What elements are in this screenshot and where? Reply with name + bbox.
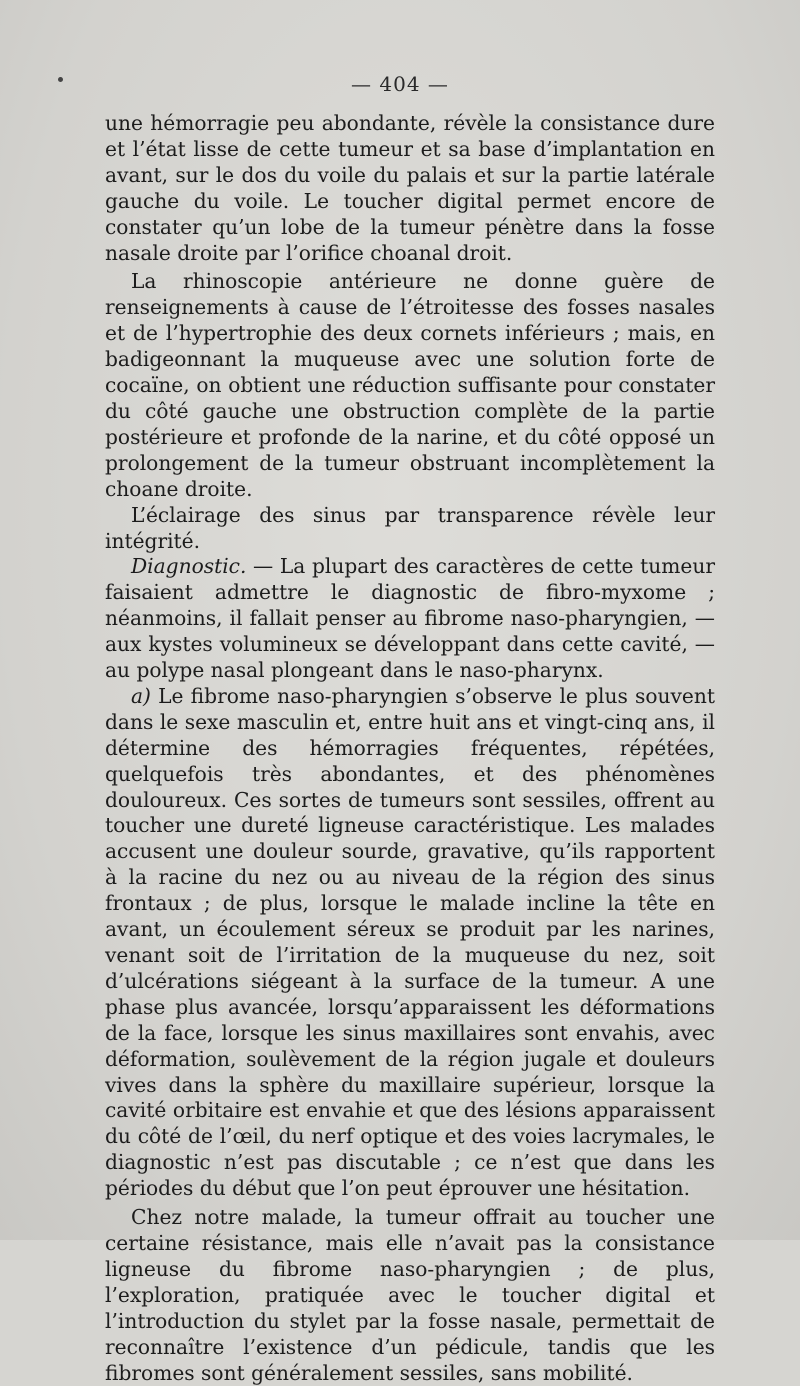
paragraph-text: une hémorragie peu abondante, révèle la consistance dure et l’état lisse de cette tumeur et sa base d’implantation en avant, sur le dos du voile du palais et sur la partie latérale gauche du voile. Le toucher digital permet encore de constater qu’un lobe de la tumeur pénètre dans la fosse nasale droite par l’orifice choanal droit. — [105, 111, 715, 265]
paragraph-text: Chez notre malade, la tumeur offrait au toucher une certaine résistance, mais elle n’avait pas la consistance ligneuse du fibrome naso-pharyngien ; de plus, l’exploration, pratiquée avec le toucher digital et l’introduction du stylet par la fosse nasale, permettait de reconnaître l’existence d’un pédicule, tandis que les fibromes sont généralement sessiles, sans mobilité. — [105, 1205, 715, 1385]
paragraph-eclairage — [105, 503, 715, 555]
paragraph-chez-notre-malade — [105, 1205, 715, 1386]
body-text — [105, 111, 715, 1386]
item-label: a) — [131, 683, 151, 708]
paragraph-continuation — [105, 111, 715, 266]
paragraph-a — [105, 684, 715, 1202]
section-label: Diagnostic. — [131, 554, 247, 579]
paragraph-text: Le fibrome naso-pharyngien s’observe le plus souvent dans le sexe masculin et, entre huit ans et vingt-cinq ans, il détermine des hémorragies fréquentes, répétées, quelquefois très abondantes, et des phénomènes douloureux. Ces sortes de tumeurs sont sessiles, offrent au toucher une dureté ligneuse caractéristique. Les malades accusent une douleur sourde, gravative, qu’ils rapportent à la racine du nez ou au niveau de la région des sinus frontaux ; de plus, lorsque le malade incline la tête en avant, un écoulement séreux se produit par les narines, venant soit de l’irritation de la muqueuse du nez, soit d’ulcérations siégeant à la surface de la tumeur. A une phase plus avancée, lorsqu’apparaissent les déformations de la face, lorsque les sinus maxillaires sont envahis, avec déformation, soulèvement de la région jugale et douleurs vives dans la sphère du maxillaire supérieur, lorsque la cavité orbitaire est envahie et que des lésions apparaissent du côté de l’œil, du nerf optique et des voies lacrymales, le diagnostic n’est pas discutable ; ce n’est que dans les périodes du début que l’on peut éprouver une hésitation. — [105, 683, 715, 1201]
paragraph-text: La rhinoscopie antérieure ne donne guère de renseignements à cause de l’étroitesse des fosses nasales et de l’hypertrophie des deux cornets inférieurs ; mais, en badigeonnant la muqueuse avec une solution forte de cocaïne, on obtient une réduction suffisante pour constater du côté gauche une obstruction complète de la partie postérieure et profonde de la narine, et du côté opposé un prolongement de la tumeur obstruant incomplètement la choane droite. — [105, 269, 715, 501]
page-number: — 404 — — [351, 72, 449, 96]
paragraph-diagnostic — [105, 554, 715, 684]
paragraph-text: L’éclairage des sinus par transparence révèle leur intégrité. — [105, 502, 715, 553]
paragraph-rhinoscopie — [105, 269, 715, 502]
paragraph-text: — La plupart des caractères de cette tumeur faisaient admettre le diagnostic de fibro-myxome ; néanmoins, il fallait penser au fibrome naso-pharyngien, — aux kystes volumineux se développant dans cette cavité, — au polype nasal plongeant dans le naso-pharynx. — [105, 554, 715, 683]
